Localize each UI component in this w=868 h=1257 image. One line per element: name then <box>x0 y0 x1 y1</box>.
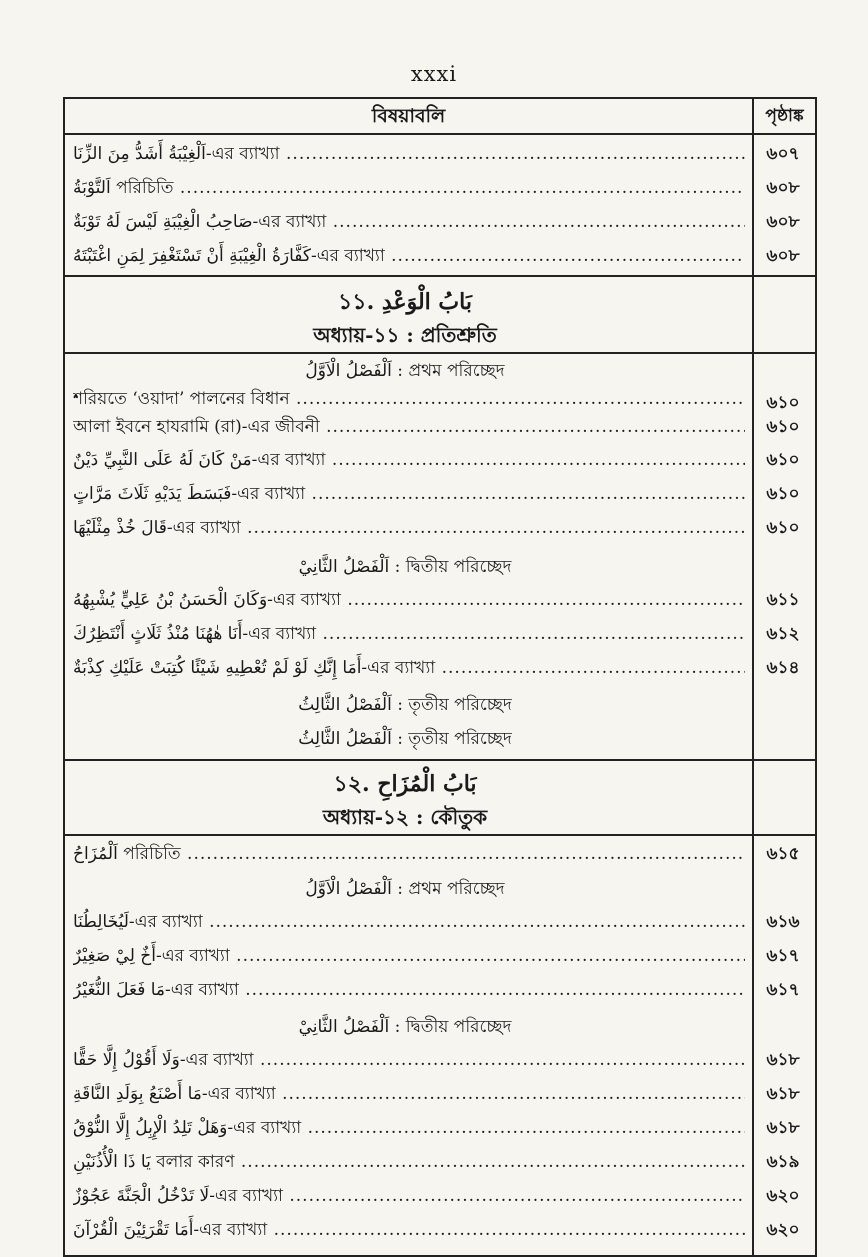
subsection-heading: اَلْفَصْلُ الثَّالِثُ : তৃতীয় পরিচ্ছেদ <box>298 729 512 749</box>
row-page: ৬১৬ <box>766 912 800 932</box>
toc-row[interactable] <box>73 511 817 545</box>
toc-row[interactable] <box>73 477 817 511</box>
row-title: لَا تَدْخُلُ الْجَنَّةَ عَجُوْزٌ-এর ব্যাখ্যা ..... <box>73 1179 745 1213</box>
subsection-heading: اَلْفَصْلُ الْاَوَّلُ : প্রথম পরিচ্ছেদ <box>305 361 505 381</box>
toc-row[interactable] <box>73 1043 817 1077</box>
toc-row[interactable] <box>73 837 817 871</box>
row-title: وَهَلْ تَلِدُ الْإِبِلُ إِلَّا النُّوْقُ-এর ব্যাখ্যা ..... <box>73 1111 745 1145</box>
row-page: ৬১৮ <box>766 1050 800 1070</box>
row-title: لَيُخَالِطُنَا-এর ব্যাখ্যা ..... <box>73 905 745 939</box>
toc-row[interactable] <box>73 617 817 651</box>
row-page: ৬১৯ <box>766 1152 800 1172</box>
row-title: فَبَسَطَ يَدَيْهِ ثَلَاثَ مَرَّاتٍ-এর ব্যাখ্যা ..... <box>73 477 745 511</box>
row-page: ৬১২ <box>766 624 800 644</box>
row-title: يَا ذَا الْأُذُنَيْنِ বলার কারণ ..... <box>73 1145 745 1179</box>
row-page: ৬২০ <box>766 1220 800 1240</box>
row-title: كَفَّارَةُ الْغِيْبَةِ أَنْ تَسْتَغْفِرَ لِمَنِ اغْتَبْتَهُ-এর ব্যাখ্যা ..... <box>73 239 745 273</box>
subsection-heading: اَلْفَصْلُ الْاَوَّلُ : প্রথম পরিচ্ছেদ <box>305 879 505 899</box>
toc-header <box>65 99 815 135</box>
row-title: مَنْ كَانَ لَهُ عَلَى النَّبِيِّ دَيْنٌ-এর ব্যাখ্যা ..... <box>73 443 745 477</box>
row-page: ৬১৭ <box>766 980 800 1000</box>
row-title: أَمَا إِنَّكِ لَوْ لَمْ تُعْطِيهِ شَيْئًا كُتِبَتْ عَلَيْكِ كِذْبَةٌ-এর ব্যাখ্যা ..... <box>73 651 745 685</box>
toc-row[interactable] <box>73 583 817 617</box>
row-page: ৬১৮ <box>766 1118 800 1138</box>
section-divider <box>65 275 815 277</box>
toc-row[interactable] <box>73 651 817 685</box>
row-title: وَكَانَ الْحَسَنُ بْنُ عَلِيٍّ يُشْبِهُهُ-এর ব্যাখ্যা ..... <box>73 583 745 617</box>
toc-row[interactable] <box>73 239 817 273</box>
row-page: ৬১০ <box>766 417 800 437</box>
row-title: اَلْغِيْبَةُ أَشَدُّ مِنَ الزِّنَا-এর ব্যাখ্যা ..... <box>73 137 745 171</box>
row-page: ৬১৮ <box>766 1084 800 1104</box>
toc-row[interactable] <box>73 443 817 477</box>
toc-row[interactable] <box>73 1077 817 1111</box>
row-page: ৬০৮ <box>766 178 800 198</box>
section-divider <box>65 759 815 761</box>
row-title: أَمَا تَقْرَئِيْنَ الْقُرْآنَ-এর ব্যাখ্যা ..... <box>73 1213 745 1247</box>
row-title: قَالَ خُذْ مِثْلَيْهَا-এর ব্যাখ্যা ..... <box>73 511 745 545</box>
toc-row[interactable] <box>73 905 817 939</box>
toc-row[interactable] <box>73 1179 817 1213</box>
toc-row[interactable] <box>73 413 817 441</box>
toc-row[interactable] <box>73 137 817 171</box>
toc-row[interactable] <box>73 1111 817 1145</box>
chapter-11-bangla-title: অধ্যায়-১১ : প্রতিশ্রুতি <box>313 323 497 347</box>
section-divider <box>65 834 815 836</box>
row-page: ৬০৭ <box>766 144 800 164</box>
row-title: صَاحِبُ الْغِيْبَةِ لَيْسَ لَهُ تَوْبَةٌ-এর ব্যাখ্যা ..... <box>73 205 745 239</box>
table-of-contents <box>63 97 817 1257</box>
subsection-heading: اَلْفَصْلُ الثَّالِثُ : তৃতীয় পরিচ্ছেদ <box>298 695 512 715</box>
row-page: ৬২০ <box>766 1186 800 1206</box>
row-title: أَخٌ لِيْ صَغِيْرٌ-এর ব্যাখ্যা ..... <box>73 939 745 973</box>
toc-row[interactable] <box>73 205 817 239</box>
row-page: ৬১০ <box>766 484 800 504</box>
row-page: ৬১৫ <box>766 844 800 864</box>
row-title: শরিয়তে ‘ওয়াদা’ পালনের বিধান ..... <box>73 385 745 413</box>
row-page: ৬১০ <box>766 393 800 413</box>
row-title: اَلتَّوْبَةُ পরিচিতি ..... <box>73 171 745 205</box>
row-page: ৬১০ <box>766 518 800 538</box>
page-header: পৃষ্ঠাঙ্ক <box>765 106 804 126</box>
toc-row[interactable] <box>73 973 817 1007</box>
section-divider <box>65 352 815 354</box>
row-title: اَلْمُزَاحُ পরিচিতি ..... <box>73 837 745 871</box>
row-page: ৬১৭ <box>766 946 800 966</box>
row-page: ৬১৪ <box>766 658 800 678</box>
row-title: مَا أَصْنَعُ بِوَلَدِ النَّاقَةِ-এর ব্যাখ্যা ..... <box>73 1077 745 1111</box>
row-page: ৬০৮ <box>766 246 800 266</box>
toc-row[interactable] <box>73 171 817 205</box>
page-number: xxxi <box>410 62 458 86</box>
toc-row[interactable] <box>73 939 817 973</box>
row-page: ৬১০ <box>766 450 800 470</box>
row-title: وَلَا أَقُوْلُ إِلَّا حَقًّا-এর ব্যাখ্যা ..... <box>73 1043 745 1077</box>
toc-row[interactable] <box>73 385 817 413</box>
row-title: আলা ইবনে হাযরামি (রা)-এর জীবনী ..... <box>73 413 745 441</box>
row-title: أَنَا هٰهُنَا مُنْذُ ثَلَاثٍ أَنْتَظِرُكَ-এর ব্যাখ্যা ..... <box>73 617 745 651</box>
topics-header: বিষয়াবলি <box>371 105 446 127</box>
chapter-12-bangla-title: অধ্যায়-১২ : কৌতুক <box>322 805 488 829</box>
toc-row[interactable] <box>73 1145 817 1179</box>
chapter-12-arabic-title: ১২. بَابُ الْمُزَاحِ <box>333 771 477 797</box>
row-page: ৬১১ <box>766 590 800 610</box>
chapter-11-arabic-title: ১১. بَابُ الْوَعْدِ <box>338 289 472 315</box>
subsection-heading: اَلْفَصْلُ الثَّانِيْ : দ্বিতীয় পরিচ্ছেদ <box>298 1017 512 1037</box>
row-page: ৬০৮ <box>766 212 800 232</box>
subsection-heading: اَلْفَصْلُ الثَّانِيْ : দ্বিতীয় পরিচ্ছেদ <box>298 557 512 577</box>
row-title: مَا فَعَلَ النُّغَيْرُ-এর ব্যাখ্যা ..... <box>73 973 745 1007</box>
